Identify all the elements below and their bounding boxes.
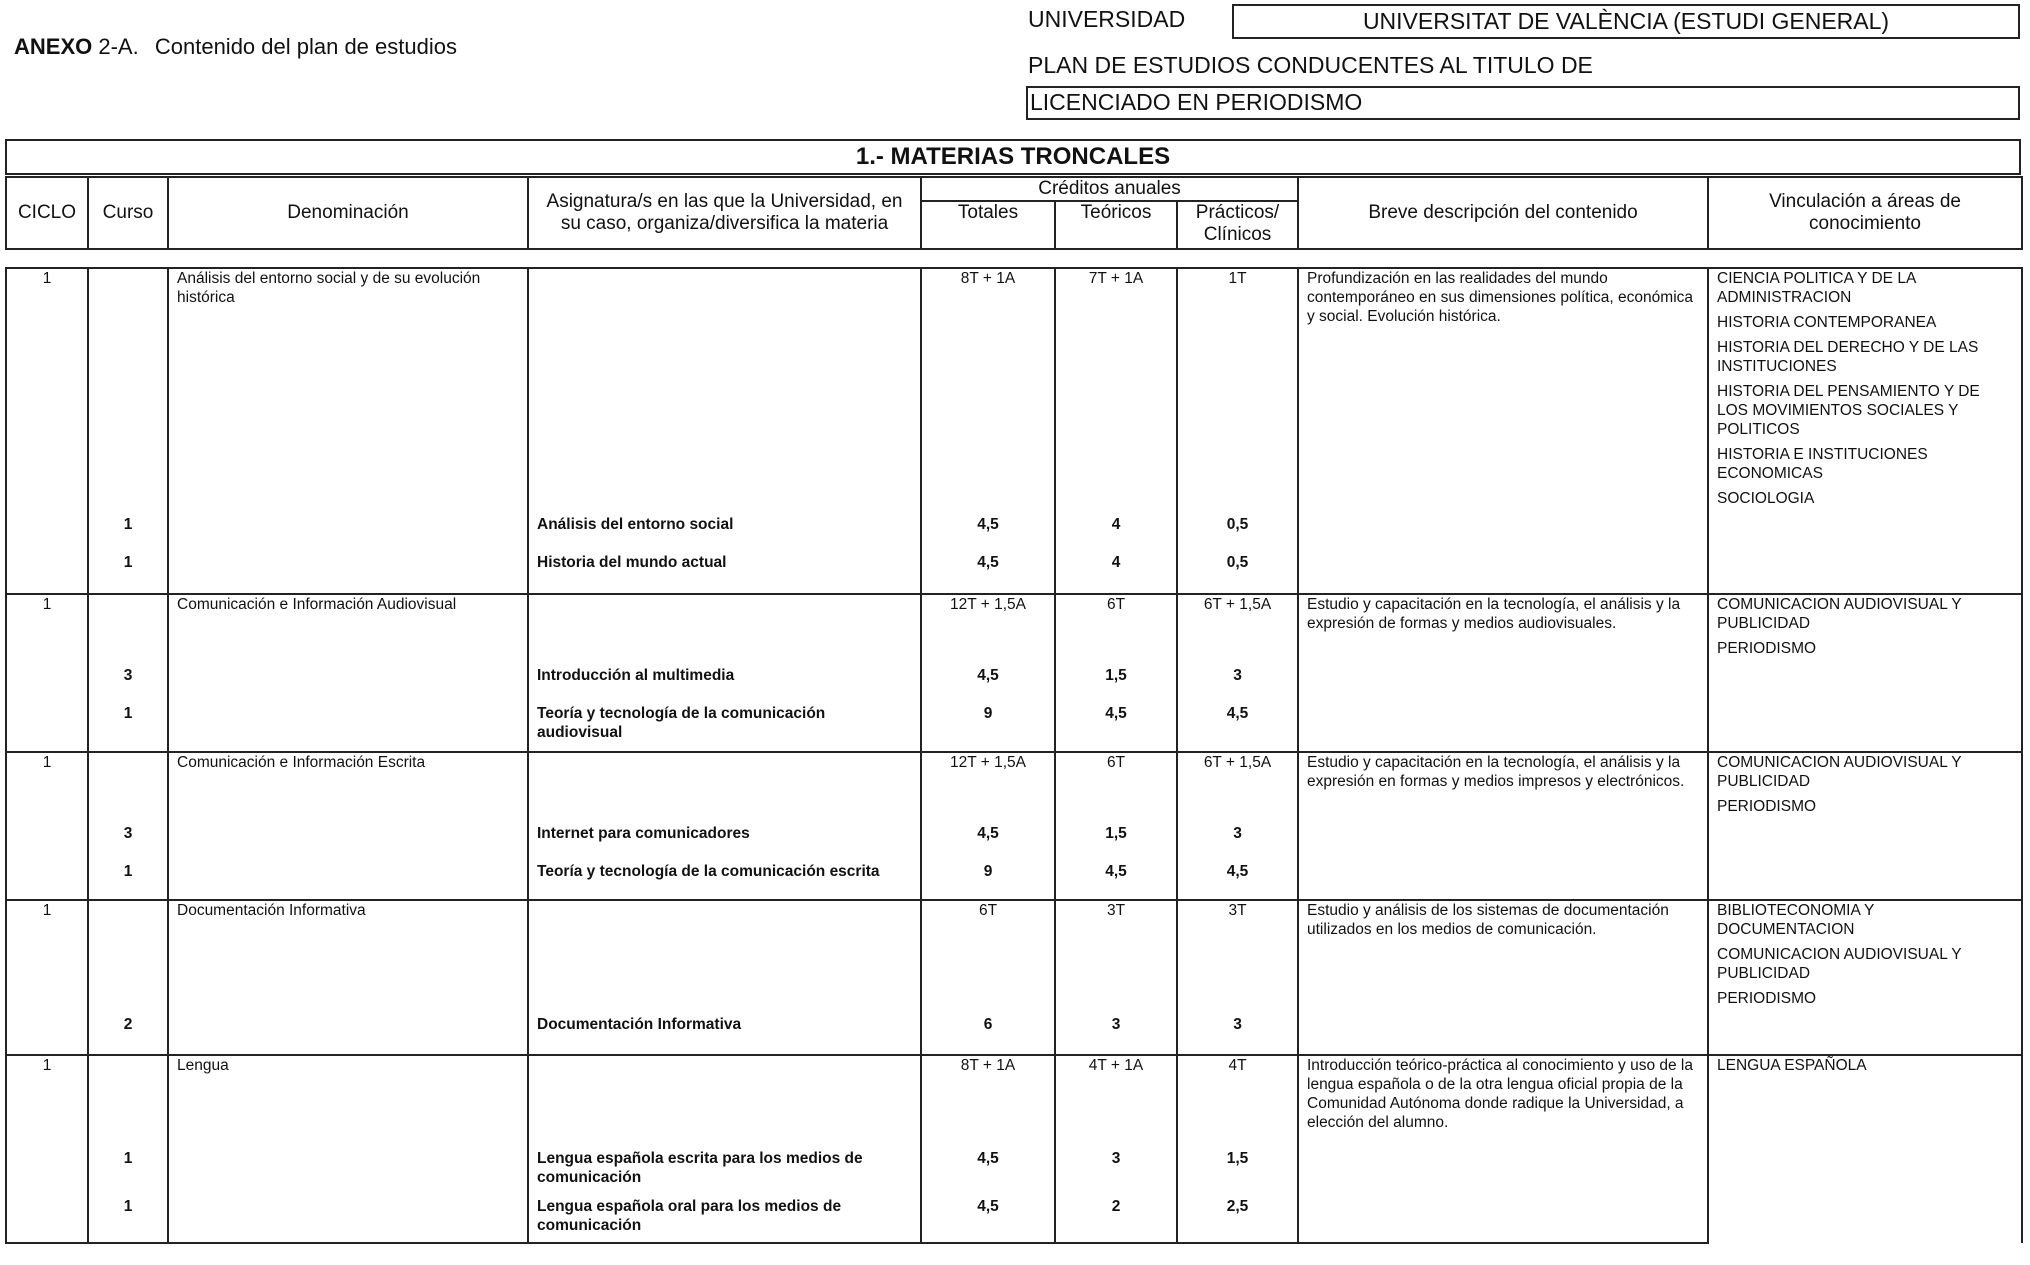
- asignatura-totales: 4,5: [921, 1149, 1055, 1197]
- area-item: BIBLIOTECONOMIA Y DOCUMENTACION: [1717, 902, 1875, 938]
- asignatura-nombre: Análisis del entorno social: [528, 515, 921, 553]
- area-item: COMUNICACION AUDIOVISUAL Y PUBLICIDAD: [1717, 754, 1962, 790]
- anexo-number: 2-A.: [98, 34, 139, 59]
- materia-teoricos: 6T: [1055, 594, 1177, 666]
- asignatura-nombre: Lengua española oral para los medios de comunicación: [528, 1197, 921, 1243]
- materia-row: [6, 900, 2022, 1015]
- asignatura-totales: 9: [921, 862, 1055, 900]
- materia-areas: [1708, 594, 2022, 752]
- area-item: HISTORIA DEL DERECHO Y DE LAS INSTITUCIONES: [1717, 339, 1979, 375]
- materia-row: [6, 594, 2022, 666]
- asignatura-practicos: 4,5: [1177, 862, 1298, 900]
- area-item: COMUNICACION AUDIOVISUAL Y PUBLICIDAD: [1717, 946, 1962, 982]
- asignatura-nombre: Lengua española escrita para los medios de comunicación: [528, 1149, 921, 1197]
- materia-curso: [88, 268, 168, 515]
- asignatura-practicos: 0,5: [1177, 553, 1298, 594]
- area-item: PERIODISMO: [1717, 798, 1817, 815]
- materia-ciclo: 1: [6, 900, 88, 1015]
- asignatura-practicos: 4,5: [1177, 704, 1298, 752]
- asignatura-teoricos: 3: [1055, 1015, 1177, 1055]
- anexo-title: Contenido del plan de estudios: [154, 34, 457, 59]
- asignatura-curso: 1: [88, 862, 168, 900]
- asignatura-curso: 3: [88, 666, 168, 704]
- area-item: LENGUA ESPAÑOLA: [1717, 1057, 1867, 1074]
- area-item: HISTORIA E INSTITUCIONES ECONOMICAS: [1717, 446, 1928, 482]
- titulo-value: LICENCIADO EN PERIODISMO: [1026, 86, 2020, 120]
- col-denominacion: Denominación: [168, 177, 528, 249]
- col-creditos: Créditos anuales: [921, 177, 1298, 201]
- asignatura-totales: 6: [921, 1015, 1055, 1055]
- materia-teoricos: 7T + 1A: [1055, 268, 1177, 515]
- asignatura-teoricos: 4: [1055, 553, 1177, 594]
- area-item: SOCIOLOGIA: [1717, 490, 1815, 507]
- materia-denominacion: Lengua: [168, 1055, 528, 1149]
- asignatura-teoricos: 2: [1055, 1197, 1177, 1243]
- column-header-table: [5, 176, 2023, 250]
- materia-asignatura: [528, 900, 921, 1015]
- materias-table: [5, 267, 2023, 1244]
- area-item: PERIODISMO: [1717, 990, 1817, 1007]
- asignatura-practicos: 3: [1177, 1015, 1298, 1055]
- asignatura-practicos: 3: [1177, 824, 1298, 862]
- materia-practicos: 3T: [1177, 900, 1298, 1015]
- area-item: CIENCIA POLITICA Y DE LA ADMINISTRACION: [1717, 270, 1916, 306]
- asignatura-totales: 4,5: [921, 666, 1055, 704]
- asignatura-practicos: 2,5: [1177, 1197, 1298, 1243]
- materia-curso: [88, 1055, 168, 1149]
- materia-practicos: 4T: [1177, 1055, 1298, 1149]
- anexo-heading: [14, 34, 457, 60]
- col-ciclo: CICLO: [6, 177, 88, 249]
- asignatura-curso: 1: [88, 1197, 168, 1243]
- section-title: 1.- MATERIAS TRONCALES: [5, 139, 2021, 175]
- col-practicos: Prácticos/ Clínicos: [1177, 201, 1298, 249]
- materia-teoricos: 6T: [1055, 752, 1177, 824]
- area-item: HISTORIA CONTEMPORANEA: [1717, 314, 1937, 331]
- materia-ciclo: 1: [6, 752, 88, 824]
- materia-descripcion: Estudio y análisis de los sistemas de documentación utilizados en los medios de comunicación.: [1298, 900, 1708, 1015]
- materia-descripcion: Estudio y capacitación en la tecnología, el análisis y la expresión de formas y medios audiovisuales.: [1298, 594, 1708, 666]
- asignatura-practicos: 3: [1177, 666, 1298, 704]
- asignatura-nombre: Documentación Informativa: [528, 1015, 921, 1055]
- area-item: PERIODISMO: [1717, 640, 1817, 657]
- materia-practicos: 6T + 1,5A: [1177, 594, 1298, 666]
- asignatura-curso: 2: [88, 1015, 168, 1055]
- materia-denominacion: Documentación Informativa: [168, 900, 528, 1015]
- materia-row: [6, 1055, 2022, 1149]
- materia-descripcion: Profundización en las realidades del mundo contemporáneo en sus dimensiones política, económica y social. Evolución histórica.: [1298, 268, 1708, 515]
- materia-asignatura: [528, 752, 921, 824]
- anexo-label: ANEXO: [14, 34, 93, 59]
- materia-descripcion: Introducción teórico-práctica al conocimiento y uso de la lengua española o de la otra lengua oficial propia de la Comunidad Autónoma donde radique la Universidad, a elección del alumno.: [1298, 1055, 1708, 1149]
- asignatura-totales: 4,5: [921, 553, 1055, 594]
- asignatura-totales: 9: [921, 704, 1055, 752]
- materia-totales: 12T + 1,5A: [921, 752, 1055, 824]
- materia-areas: [1708, 752, 2022, 900]
- materia-areas: [1708, 1055, 2022, 1243]
- materia-asignatura: [528, 268, 921, 515]
- materia-denominacion: Análisis del entorno social y de su evolución histórica: [168, 268, 528, 515]
- materia-areas: [1708, 268, 2022, 594]
- asignatura-practicos: 0,5: [1177, 515, 1298, 553]
- asignatura-teoricos: 4,5: [1055, 704, 1177, 752]
- asignatura-nombre: Teoría y tecnología de la comunicación escrita: [528, 862, 921, 900]
- materia-descripcion: Estudio y capacitación en la tecnología, el análisis y la expresión en formas y medios impresos y electrónicos.: [1298, 752, 1708, 824]
- col-vinculacion: Vinculación a áreas de conocimiento: [1708, 177, 2022, 249]
- materia-ciclo: 1: [6, 1055, 88, 1149]
- materia-ciclo: 1: [6, 594, 88, 666]
- materia-denominacion: Comunicación e Información Escrita: [168, 752, 528, 824]
- col-curso: Curso: [88, 177, 168, 249]
- materia-totales: 8T + 1A: [921, 268, 1055, 515]
- materia-teoricos: 3T: [1055, 900, 1177, 1015]
- materia-totales: 6T: [921, 900, 1055, 1015]
- materia-totales: 8T + 1A: [921, 1055, 1055, 1149]
- materia-row: [6, 268, 2022, 515]
- plan-label: PLAN DE ESTUDIOS CONDUCENTES AL TITULO DE: [1028, 52, 1593, 78]
- materia-curso: [88, 752, 168, 824]
- asignatura-practicos: 1,5: [1177, 1149, 1298, 1197]
- asignatura-curso: 1: [88, 553, 168, 594]
- asignatura-curso: 1: [88, 1149, 168, 1197]
- materia-denominacion: Comunicación e Información Audiovisual: [168, 594, 528, 666]
- asignatura-nombre: Historia del mundo actual: [528, 553, 921, 594]
- universidad-label: UNIVERSIDAD: [1028, 6, 1186, 32]
- asignatura-totales: 4,5: [921, 824, 1055, 862]
- universidad-value: UNIVERSITAT DE VALÈNCIA (ESTUDI GENERAL): [1232, 4, 2020, 39]
- asignatura-totales: 4,5: [921, 515, 1055, 553]
- asignatura-nombre: Teoría y tecnología de la comunicación audiovisual: [528, 704, 921, 752]
- asignatura-curso: 3: [88, 824, 168, 862]
- col-descripcion: Breve descripción del contenido: [1298, 177, 1708, 249]
- asignatura-teoricos: 1,5: [1055, 666, 1177, 704]
- materia-practicos: 6T + 1,5A: [1177, 752, 1298, 824]
- asignatura-teoricos: 4: [1055, 515, 1177, 553]
- col-teoricos: Teóricos: [1055, 201, 1177, 249]
- asignatura-nombre: Internet para comunicadores: [528, 824, 921, 862]
- materia-ciclo: 1: [6, 268, 88, 515]
- materia-asignatura: [528, 1055, 921, 1149]
- materia-curso: [88, 900, 168, 1015]
- materia-totales: 12T + 1,5A: [921, 594, 1055, 666]
- materia-practicos: 1T: [1177, 268, 1298, 515]
- materia-row: [6, 752, 2022, 824]
- materia-teoricos: 4T + 1A: [1055, 1055, 1177, 1149]
- materia-curso: [88, 594, 168, 666]
- asignatura-teoricos: 4,5: [1055, 862, 1177, 900]
- asignatura-totales: 4,5: [921, 1197, 1055, 1243]
- asignatura-teoricos: 3: [1055, 1149, 1177, 1197]
- area-item: HISTORIA DEL PENSAMIENTO Y DE LOS MOVIMIENTOS SOCIALES Y POLITICOS: [1717, 383, 1980, 438]
- materia-asignatura: [528, 594, 921, 666]
- asignatura-curso: 1: [88, 515, 168, 553]
- asignatura-curso: 1: [88, 704, 168, 752]
- asignatura-nombre: Introducción al multimedia: [528, 666, 921, 704]
- area-item: COMUNICACION AUDIOVISUAL Y PUBLICIDAD: [1717, 596, 1962, 632]
- asignatura-teoricos: 1,5: [1055, 824, 1177, 862]
- col-totales: Totales: [921, 201, 1055, 249]
- materia-areas: [1708, 900, 2022, 1055]
- col-asignatura: Asignatura/s en las que la Universidad, en su caso, organiza/diversifica la materia: [528, 177, 921, 249]
